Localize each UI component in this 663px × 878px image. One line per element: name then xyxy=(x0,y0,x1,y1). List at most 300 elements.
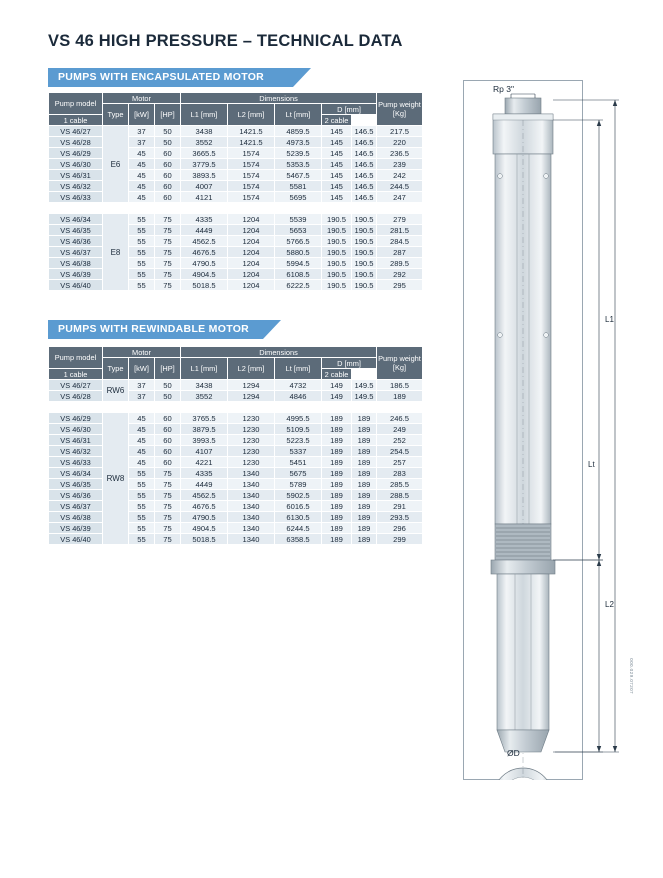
cell-l2: 1204 xyxy=(228,258,275,269)
diameter-label: ØD xyxy=(507,748,520,758)
cell-d-1-cable: 190.5 xyxy=(322,214,352,225)
cell-l2: 1421.5 xyxy=(228,126,275,137)
cell-lt: 5766.5 xyxy=(275,236,322,247)
cell-pump-weight: 220 xyxy=(377,137,423,148)
cell-hp: 75 xyxy=(155,479,181,490)
cell-d-2-cable: 146.5 xyxy=(352,181,377,192)
table-row xyxy=(49,413,423,424)
cell-d-2-cable: 190.5 xyxy=(352,236,377,247)
cell-lt: 5653 xyxy=(275,225,322,236)
cell-l2: 1230 xyxy=(228,424,275,435)
cell-pump-model: VS 46/31 xyxy=(49,170,103,181)
cell-d-1-cable: 189 xyxy=(322,523,352,534)
cell-d-2-cable: 189 xyxy=(352,413,377,424)
cell-d-2-cable: 146.5 xyxy=(352,159,377,170)
cell-kw: 55 xyxy=(129,214,155,225)
cell-d-1-cable: 145 xyxy=(322,181,352,192)
page-title: VS 46 HIGH PRESSURE – TECHNICAL DATA xyxy=(48,32,403,50)
cell-d-1-cable: 189 xyxy=(322,424,352,435)
cell-l2: 1574 xyxy=(228,148,275,159)
table-row xyxy=(49,126,423,137)
cell-pump-weight: 236.5 xyxy=(377,148,423,159)
th-pump-model: Pump model xyxy=(49,347,103,369)
cell-lt: 5451 xyxy=(275,457,322,468)
cell-pump-model: VS 46/34 xyxy=(49,214,103,225)
cell-hp: 75 xyxy=(155,258,181,269)
cell-d-2-cable: 189 xyxy=(352,512,377,523)
cell-kw: 55 xyxy=(129,258,155,269)
cell-l1: 4790.5 xyxy=(181,512,228,523)
cell-l1: 5018.5 xyxy=(181,280,228,291)
cell-lt: 5994.5 xyxy=(275,258,322,269)
cell-pump-weight: 246.5 xyxy=(377,413,423,424)
cell-lt: 5902.5 xyxy=(275,490,322,501)
cell-l1: 4449 xyxy=(181,225,228,236)
cell-l1: 3765.5 xyxy=(181,413,228,424)
cell-hp: 50 xyxy=(155,126,181,137)
cell-motor-type: E8 xyxy=(103,214,129,291)
cell-hp: 50 xyxy=(155,380,181,391)
cell-lt: 5353.5 xyxy=(275,159,322,170)
cell-l2: 1340 xyxy=(228,479,275,490)
cell-pump-model: VS 46/28 xyxy=(49,137,103,148)
cell-kw: 45 xyxy=(129,457,155,468)
cell-d-1-cable: 145 xyxy=(322,170,352,181)
th-pump-model: Pump model xyxy=(49,93,103,115)
cell-lt: 6244.5 xyxy=(275,523,322,534)
cell-kw: 55 xyxy=(129,269,155,280)
cell-kw: 55 xyxy=(129,479,155,490)
th-d: D [mm] xyxy=(322,358,377,369)
dimension-label-lt: Lt xyxy=(588,460,595,469)
cell-pump-weight: 281.5 xyxy=(377,225,423,236)
th-dimensions: Dimensions xyxy=(181,93,377,104)
cell-hp: 60 xyxy=(155,192,181,203)
cell-l2: 1574 xyxy=(228,170,275,181)
cell-lt: 5695 xyxy=(275,192,322,203)
cell-d-2-cable: 190.5 xyxy=(352,269,377,280)
cell-pump-weight: 254.5 xyxy=(377,446,423,457)
cell-d-1-cable: 149 xyxy=(322,391,352,402)
cell-l2: 1340 xyxy=(228,490,275,501)
cell-d-2-cable: 189 xyxy=(352,446,377,457)
cell-l1: 4007 xyxy=(181,181,228,192)
th-type: Type xyxy=(103,104,129,126)
thread-label: Rp 3" xyxy=(493,84,514,94)
table-rewindable-motor xyxy=(48,346,423,545)
cell-l2: 1340 xyxy=(228,468,275,479)
cell-pump-weight: 284.5 xyxy=(377,236,423,247)
cell-l1: 4562.5 xyxy=(181,490,228,501)
cell-l2: 1340 xyxy=(228,512,275,523)
th-lt: Lt [mm] xyxy=(275,358,322,380)
cell-kw: 55 xyxy=(129,280,155,291)
cell-pump-weight: 186.5 xyxy=(377,380,423,391)
cell-d-1-cable: 145 xyxy=(322,192,352,203)
cell-d-2-cable: 189 xyxy=(352,501,377,512)
cell-pump-model: VS 46/39 xyxy=(49,269,103,280)
cell-kw: 55 xyxy=(129,534,155,545)
cell-lt: 5239.5 xyxy=(275,148,322,159)
cell-pump-model: VS 46/31 xyxy=(49,435,103,446)
dimension-label-l1: L1 xyxy=(605,315,614,324)
cell-pump-model: VS 46/28 xyxy=(49,391,103,402)
cell-kw: 45 xyxy=(129,424,155,435)
cell-d-2-cable: 189 xyxy=(352,490,377,501)
cell-pump-weight: 244.5 xyxy=(377,181,423,192)
cell-pump-weight: 242 xyxy=(377,170,423,181)
th-pump-weight: Pump weight [Kg] xyxy=(377,93,423,126)
pump-cross-section xyxy=(455,80,627,780)
cell-lt: 5675 xyxy=(275,468,322,479)
cell-kw: 55 xyxy=(129,468,155,479)
cell-d-2-cable: 189 xyxy=(352,534,377,545)
table-header xyxy=(49,93,423,126)
cell-l2: 1204 xyxy=(228,269,275,280)
cell-l1: 3665.5 xyxy=(181,148,228,159)
th-kw: [kW] xyxy=(129,358,155,380)
cell-lt: 4846 xyxy=(275,391,322,402)
cell-pump-weight: 257 xyxy=(377,457,423,468)
cell-kw: 45 xyxy=(129,435,155,446)
cell-lt: 5337 xyxy=(275,446,322,457)
th-lt: Lt [mm] xyxy=(275,104,322,126)
cell-pump-weight: 239 xyxy=(377,159,423,170)
cell-pump-model: VS 46/37 xyxy=(49,247,103,258)
cell-d-1-cable: 190.5 xyxy=(322,236,352,247)
cell-pump-weight: 249 xyxy=(377,424,423,435)
cell-pump-model: VS 46/40 xyxy=(49,534,103,545)
cell-l1: 4449 xyxy=(181,479,228,490)
cell-pump-weight: 296 xyxy=(377,523,423,534)
cell-pump-model: VS 46/35 xyxy=(49,479,103,490)
cell-hp: 75 xyxy=(155,247,181,258)
th-pump-weight: Pump weight [Kg] xyxy=(377,347,423,380)
cell-lt: 6222.5 xyxy=(275,280,322,291)
cell-pump-model: VS 46/33 xyxy=(49,457,103,468)
cell-d-2-cable: 149.5 xyxy=(352,391,377,402)
th-2-cable: 2 cable xyxy=(322,369,352,380)
cell-pump-weight: 288.5 xyxy=(377,490,423,501)
cell-hp: 75 xyxy=(155,269,181,280)
cell-lt: 5467.5 xyxy=(275,170,322,181)
cell-hp: 60 xyxy=(155,457,181,468)
cell-pump-weight: 289.5 xyxy=(377,258,423,269)
cell-pump-model: VS 46/37 xyxy=(49,501,103,512)
cell-d-1-cable: 190.5 xyxy=(322,225,352,236)
table-row xyxy=(49,214,423,225)
cell-pump-model: VS 46/33 xyxy=(49,192,103,203)
cell-motor-type: RW8 xyxy=(103,413,129,545)
table-body xyxy=(49,380,423,545)
cell-kw: 45 xyxy=(129,148,155,159)
table-group-spacer xyxy=(49,402,423,413)
cell-l1: 3438 xyxy=(181,126,228,137)
cell-pump-weight: 293.5 xyxy=(377,512,423,523)
th-l1: L1 [mm] xyxy=(181,104,228,126)
table-encapsulated-motor xyxy=(48,92,423,291)
cell-hp: 75 xyxy=(155,214,181,225)
cell-kw: 37 xyxy=(129,137,155,148)
spacer-cell xyxy=(49,203,423,214)
cell-hp: 75 xyxy=(155,512,181,523)
th-motor: Motor xyxy=(103,347,181,358)
cell-l1: 4121 xyxy=(181,192,228,203)
cell-kw: 55 xyxy=(129,236,155,247)
th-hp: [HP] xyxy=(155,358,181,380)
cell-hp: 75 xyxy=(155,236,181,247)
cell-pump-model: VS 46/35 xyxy=(49,225,103,236)
cell-motor-type: RW6 xyxy=(103,380,129,402)
cell-pump-weight: 295 xyxy=(377,280,423,291)
cell-l1: 3552 xyxy=(181,137,228,148)
cell-lt: 5223.5 xyxy=(275,435,322,446)
cell-l2: 1340 xyxy=(228,501,275,512)
cell-lt: 5109.5 xyxy=(275,424,322,435)
cell-d-1-cable: 145 xyxy=(322,148,352,159)
dimension-label-l2: L2 xyxy=(605,600,614,609)
cell-l2: 1230 xyxy=(228,435,275,446)
cell-d-1-cable: 190.5 xyxy=(322,280,352,291)
cell-hp: 60 xyxy=(155,424,181,435)
cell-lt: 5880.5 xyxy=(275,247,322,258)
cell-kw: 55 xyxy=(129,490,155,501)
cell-kw: 55 xyxy=(129,512,155,523)
cell-kw: 45 xyxy=(129,446,155,457)
cell-hp: 60 xyxy=(155,413,181,424)
cell-d-1-cable: 189 xyxy=(322,490,352,501)
cell-kw: 45 xyxy=(129,181,155,192)
cell-lt: 6108.5 xyxy=(275,269,322,280)
cell-d-2-cable: 190.5 xyxy=(352,214,377,225)
cell-d-2-cable: 189 xyxy=(352,457,377,468)
cell-l2: 1294 xyxy=(228,391,275,402)
cell-hp: 60 xyxy=(155,170,181,181)
table-row xyxy=(49,380,423,391)
cell-hp: 75 xyxy=(155,534,181,545)
cell-l1: 4107 xyxy=(181,446,228,457)
cell-hp: 75 xyxy=(155,501,181,512)
cell-pump-weight: 217.5 xyxy=(377,126,423,137)
cell-l1: 4904.5 xyxy=(181,269,228,280)
th-2-cable: 2 cable xyxy=(322,115,352,126)
cell-lt: 5581 xyxy=(275,181,322,192)
th-l2: L2 [mm] xyxy=(228,358,275,380)
cell-d-1-cable: 189 xyxy=(322,501,352,512)
cell-lt: 4973.5 xyxy=(275,137,322,148)
cell-d-2-cable: 146.5 xyxy=(352,148,377,159)
cell-lt: 6130.5 xyxy=(275,512,322,523)
cell-kw: 37 xyxy=(129,380,155,391)
cell-l1: 4221 xyxy=(181,457,228,468)
table-body xyxy=(49,126,423,291)
cell-d-1-cable: 189 xyxy=(322,457,352,468)
th-hp: [HP] xyxy=(155,104,181,126)
cell-kw: 45 xyxy=(129,170,155,181)
cell-l1: 4335 xyxy=(181,214,228,225)
cell-motor-type: E6 xyxy=(103,126,129,203)
th-1-cable: 1 cable xyxy=(49,369,103,380)
cell-l1: 5018.5 xyxy=(181,534,228,545)
cell-hp: 50 xyxy=(155,391,181,402)
cell-l1: 3879.5 xyxy=(181,424,228,435)
cell-d-2-cable: 190.5 xyxy=(352,247,377,258)
cell-pump-weight: 189 xyxy=(377,391,423,402)
cell-kw: 55 xyxy=(129,247,155,258)
cell-lt: 4732 xyxy=(275,380,322,391)
cell-pump-model: VS 46/27 xyxy=(49,380,103,391)
cell-hp: 50 xyxy=(155,137,181,148)
cell-kw: 37 xyxy=(129,126,155,137)
cell-pump-weight: 287 xyxy=(377,247,423,258)
cell-d-2-cable: 190.5 xyxy=(352,258,377,269)
cell-pump-weight: 292 xyxy=(377,269,423,280)
cell-pump-weight: 299 xyxy=(377,534,423,545)
cell-d-1-cable: 189 xyxy=(322,512,352,523)
cell-d-2-cable: 189 xyxy=(352,435,377,446)
cell-l2: 1230 xyxy=(228,457,275,468)
cell-l2: 1230 xyxy=(228,446,275,457)
cell-pump-weight: 252 xyxy=(377,435,423,446)
cell-d-1-cable: 145 xyxy=(322,137,352,148)
cell-l2: 1340 xyxy=(228,523,275,534)
cell-kw: 55 xyxy=(129,225,155,236)
cell-d-1-cable: 149 xyxy=(322,380,352,391)
cell-d-1-cable: 189 xyxy=(322,413,352,424)
cell-l2: 1421.5 xyxy=(228,137,275,148)
cell-l1: 4335 xyxy=(181,468,228,479)
cell-pump-model: VS 46/36 xyxy=(49,490,103,501)
document-code: 000.029.07207 xyxy=(629,658,634,694)
cell-d-2-cable: 190.5 xyxy=(352,225,377,236)
cell-lt: 4995.5 xyxy=(275,413,322,424)
th-motor: Motor xyxy=(103,93,181,104)
cell-pump-model: VS 46/38 xyxy=(49,258,103,269)
cell-l2: 1204 xyxy=(228,214,275,225)
cell-pump-weight: 247 xyxy=(377,192,423,203)
cell-pump-model: VS 46/38 xyxy=(49,512,103,523)
cell-d-1-cable: 189 xyxy=(322,534,352,545)
cell-d-1-cable: 190.5 xyxy=(322,269,352,280)
th-l2: L2 [mm] xyxy=(228,104,275,126)
cell-kw: 45 xyxy=(129,159,155,170)
spacer-cell xyxy=(49,402,423,413)
cell-pump-model: VS 46/30 xyxy=(49,424,103,435)
cell-d-2-cable: 146.5 xyxy=(352,126,377,137)
cell-d-1-cable: 189 xyxy=(322,446,352,457)
cell-pump-model: VS 46/32 xyxy=(49,181,103,192)
cell-pump-model: VS 46/39 xyxy=(49,523,103,534)
cell-d-2-cable: 146.5 xyxy=(352,137,377,148)
cell-l1: 4562.5 xyxy=(181,236,228,247)
section-banner-rewindable: PUMPS WITH REWINDABLE MOTOR xyxy=(48,320,263,339)
cell-d-2-cable: 146.5 xyxy=(352,170,377,181)
cell-d-2-cable: 189 xyxy=(352,523,377,534)
cell-hp: 60 xyxy=(155,446,181,457)
th-l1: L1 [mm] xyxy=(181,358,228,380)
cell-pump-model: VS 46/30 xyxy=(49,159,103,170)
cell-l2: 1294 xyxy=(228,380,275,391)
cell-l2: 1574 xyxy=(228,159,275,170)
cell-pump-model: VS 46/36 xyxy=(49,236,103,247)
cell-l1: 4676.5 xyxy=(181,501,228,512)
cell-pump-weight: 283 xyxy=(377,468,423,479)
cell-d-2-cable: 189 xyxy=(352,468,377,479)
th-type: Type xyxy=(103,358,129,380)
cell-kw: 55 xyxy=(129,523,155,534)
cell-l1: 3438 xyxy=(181,380,228,391)
cell-pump-model: VS 46/32 xyxy=(49,446,103,457)
th-dimensions: Dimensions xyxy=(181,347,377,358)
cell-l2: 1574 xyxy=(228,181,275,192)
table-group-spacer xyxy=(49,203,423,214)
cell-hp: 60 xyxy=(155,435,181,446)
section-banner-encapsulated: PUMPS WITH ENCAPSULATED MOTOR xyxy=(48,68,293,87)
cell-hp: 75 xyxy=(155,523,181,534)
table-header xyxy=(49,347,423,380)
cell-d-1-cable: 190.5 xyxy=(322,258,352,269)
cell-lt: 5539 xyxy=(275,214,322,225)
cell-d-2-cable: 189 xyxy=(352,479,377,490)
cell-d-2-cable: 189 xyxy=(352,424,377,435)
cell-l2: 1204 xyxy=(228,236,275,247)
cell-d-1-cable: 189 xyxy=(322,468,352,479)
cell-d-1-cable: 145 xyxy=(322,126,352,137)
cell-d-2-cable: 190.5 xyxy=(352,280,377,291)
cell-lt: 4859.5 xyxy=(275,126,322,137)
cell-l1: 4790.5 xyxy=(181,258,228,269)
cell-kw: 37 xyxy=(129,391,155,402)
cell-l1: 4904.5 xyxy=(181,523,228,534)
cell-hp: 75 xyxy=(155,490,181,501)
cell-kw: 45 xyxy=(129,192,155,203)
cell-pump-model: VS 46/34 xyxy=(49,468,103,479)
cell-l2: 1204 xyxy=(228,247,275,258)
th-kw: [kW] xyxy=(129,104,155,126)
cell-pump-model: VS 46/29 xyxy=(49,413,103,424)
cell-l1: 3993.5 xyxy=(181,435,228,446)
cell-l2: 1230 xyxy=(228,413,275,424)
cell-l2: 1204 xyxy=(228,225,275,236)
cell-d-1-cable: 189 xyxy=(322,479,352,490)
cell-lt: 6016.5 xyxy=(275,501,322,512)
cell-pump-weight: 291 xyxy=(377,501,423,512)
cell-pump-model: VS 46/27 xyxy=(49,126,103,137)
cell-hp: 75 xyxy=(155,225,181,236)
cell-hp: 60 xyxy=(155,159,181,170)
cell-pump-model: VS 46/40 xyxy=(49,280,103,291)
cell-l2: 1340 xyxy=(228,534,275,545)
cell-hp: 60 xyxy=(155,181,181,192)
cell-pump-weight: 285.5 xyxy=(377,479,423,490)
cell-kw: 45 xyxy=(129,413,155,424)
cell-l1: 4676.5 xyxy=(181,247,228,258)
cell-d-1-cable: 189 xyxy=(322,435,352,446)
cell-pump-weight: 279 xyxy=(377,214,423,225)
cell-d-2-cable: 146.5 xyxy=(352,192,377,203)
cell-l1: 3552 xyxy=(181,391,228,402)
cell-d-1-cable: 145 xyxy=(322,159,352,170)
th-d: D [mm] xyxy=(322,104,377,115)
cell-lt: 5789 xyxy=(275,479,322,490)
cell-lt: 6358.5 xyxy=(275,534,322,545)
cell-hp: 75 xyxy=(155,468,181,479)
cell-d-2-cable: 149.5 xyxy=(352,380,377,391)
cell-l2: 1204 xyxy=(228,280,275,291)
cell-hp: 75 xyxy=(155,280,181,291)
cell-d-1-cable: 190.5 xyxy=(322,247,352,258)
cell-kw: 55 xyxy=(129,501,155,512)
